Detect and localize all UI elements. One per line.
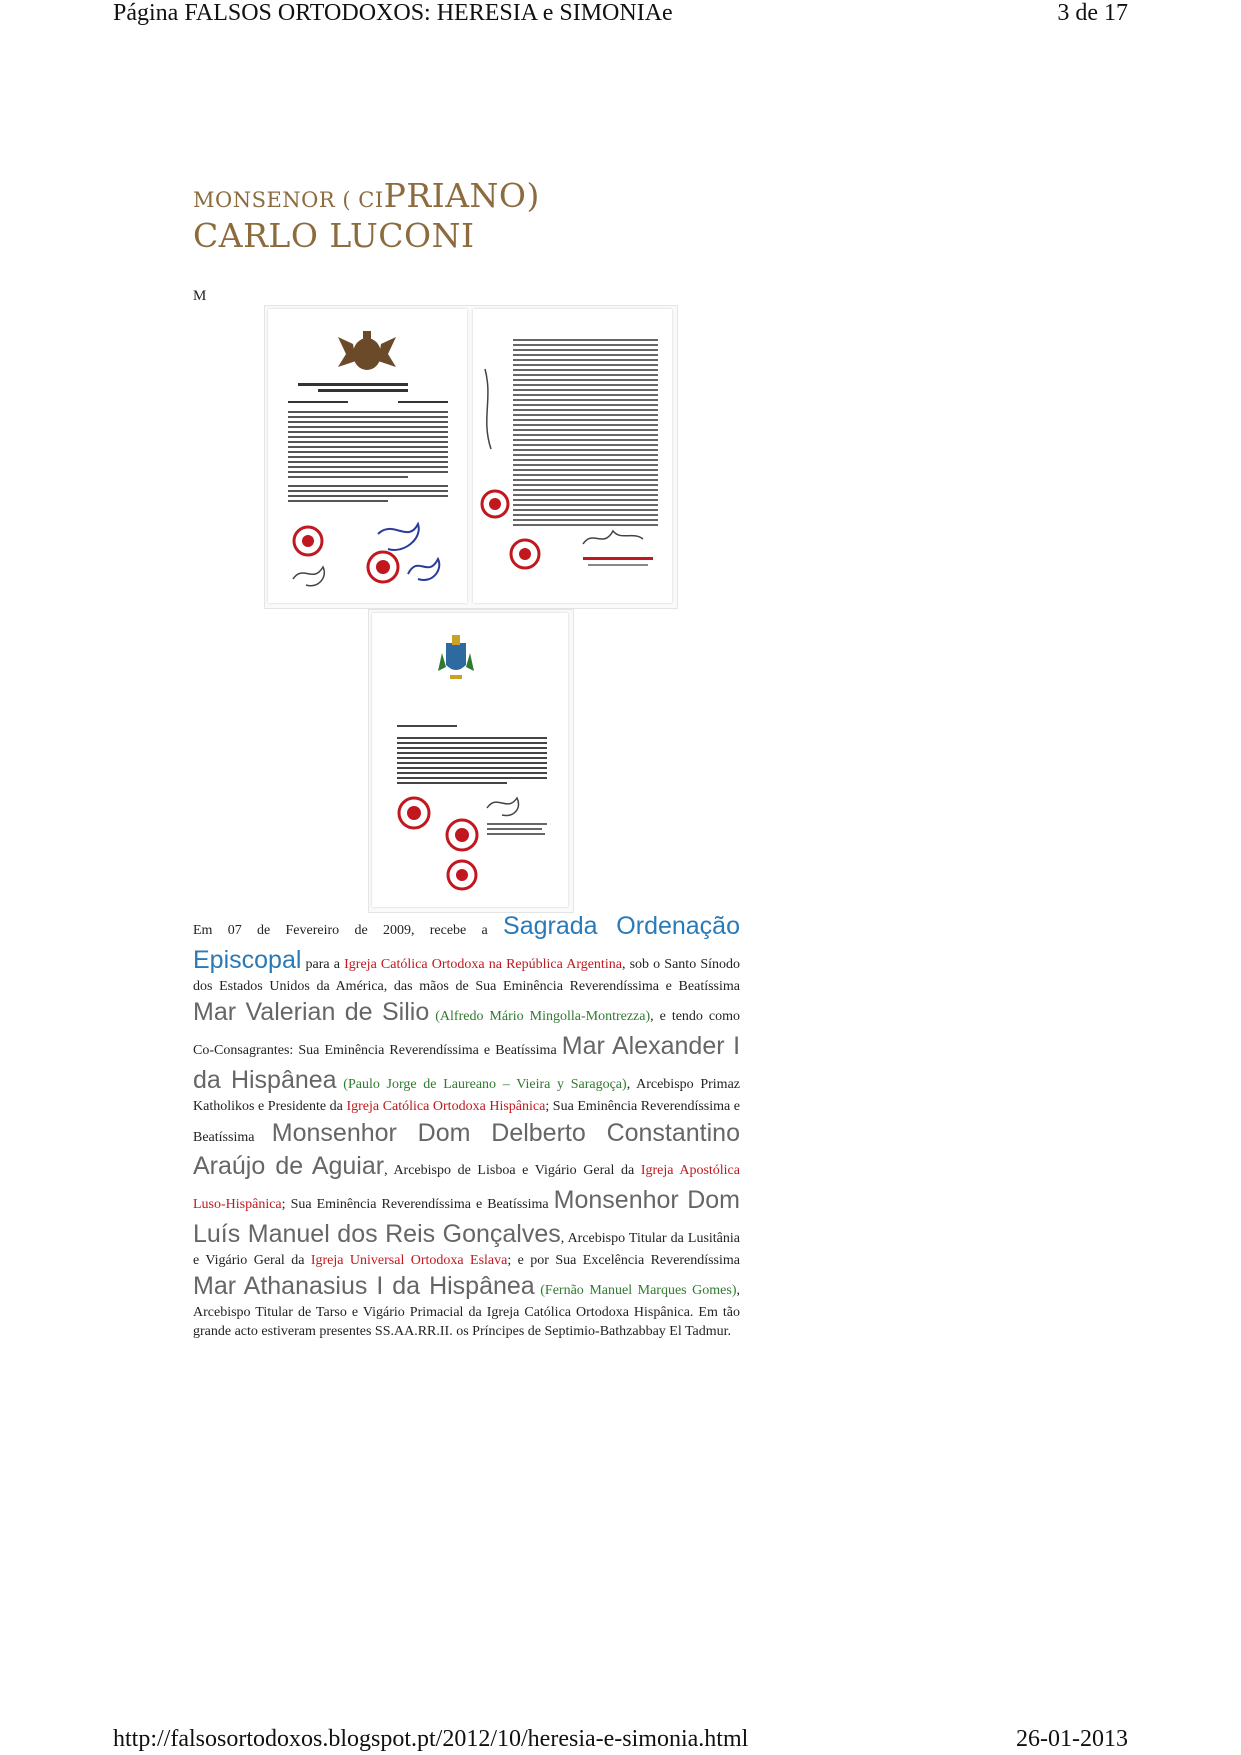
co-consecrator-name-2: Monsenhor Dom Delberto Constantino Araújo de Aguiar xyxy=(193,1118,740,1181)
text-run: ; Sua Eminência Reverendíssima e Beatíssima xyxy=(193,1098,741,1145)
text-run: ; e por Sua Excelência Reverendíssima xyxy=(507,1252,741,1268)
document-scan-pair xyxy=(264,305,678,609)
church-name-eslava: Igreja Universal Ortodoxa Eslava xyxy=(310,1252,508,1268)
drop-letter: M xyxy=(193,288,207,304)
text-run: Em 07 de Fevereiro de 2009, recebe a xyxy=(193,923,488,938)
page-header-title: Página FALSOS ORTODOXOS: HERESIA e SIMONIAe xyxy=(113,0,673,26)
document-scan-right xyxy=(473,309,672,603)
document-scan-left xyxy=(268,309,467,603)
decree-document-image xyxy=(268,309,467,603)
title-large-part: PRIANO) xyxy=(383,176,540,215)
church-name-hispanica: Igreja Católica Ortodoxa Hispânica xyxy=(346,1098,546,1114)
page-footer-date: 26-01-2013 xyxy=(1016,1726,1128,1752)
text-run: , sob o Santo Sínodo dos Estados Unidos da América, das mãos de Sua Eminência Reverendíssima e Beatíssima xyxy=(193,956,741,994)
co-consecrator-civil-name-1: (Paulo Jorge de Laureano – Vieira y Saragoça) xyxy=(343,1076,627,1092)
co-consecrator-name-3: Monsenhor Dom Luís Manuel dos Reis Gonçalves xyxy=(193,1186,740,1248)
page-footer-url[interactable]: http://falsosortodoxos.blogspot.pt/2012/10/heresia-e-simonia.html xyxy=(113,1726,749,1752)
text-run: , Arcebispo Primaz Katholikos e Presidente da xyxy=(193,1076,740,1114)
page-number: 3 de 17 xyxy=(1057,0,1128,26)
church-name-argentina: Igreja Católica Ortodoxa na República Argentina xyxy=(344,956,622,972)
ordination-link[interactable]: Sagrada Ordenação Episcopal xyxy=(193,912,740,974)
text-run: , e tendo como Co-Consagrantes: Sua Eminência Reverendíssima e Beatíssima xyxy=(193,1009,741,1059)
text-run: , Arcebispo de Lisboa e Vigário Geral da xyxy=(384,1163,635,1179)
document-scan-page xyxy=(372,613,568,907)
page-title-line2: CARLO LUCONI xyxy=(193,216,475,255)
text-run: , Arcebispo Titular de Tarso e Vigário Primacial da Igreja Católica Ortodoxa Hispânica. Em tão grande acto estiveram presentes SS.AA.RR.II. os Príncipes de Septimio-Bathzabbay El Tadmur. xyxy=(193,1283,740,1340)
text-run: para a xyxy=(305,956,340,972)
consecrator-civil-name: (Alfredo Mário Mingolla-Montrezza) xyxy=(435,1009,651,1025)
certificate-document-image xyxy=(372,613,568,907)
consecrator-name: Mar Valerian de Silio xyxy=(193,998,430,1027)
article-paragraph xyxy=(193,910,740,1342)
co-consecrator-name-1: Mar Alexander I da Hispânea xyxy=(193,1032,741,1094)
typed-document-image xyxy=(473,309,672,603)
text-run: ; Sua Eminência Reverendíssima e Beatíssima xyxy=(281,1197,549,1213)
church-name-luso-hispanica: Igreja Apostólica Luso-Hispânica xyxy=(193,1163,740,1213)
co-consecrator-name-4: Mar Athanasius I da Hispânea xyxy=(193,1272,535,1301)
document-scan-single xyxy=(368,609,574,913)
co-consecrator-civil-name-4: (Fernão Manuel Marques Gomes) xyxy=(540,1283,737,1299)
title-small-part: MONSENOR ( CI xyxy=(193,188,384,212)
text-run: , Arcebispo Titular da Lusitânia e Vigário Geral da xyxy=(193,1230,740,1268)
page-title-line1 xyxy=(193,176,540,215)
